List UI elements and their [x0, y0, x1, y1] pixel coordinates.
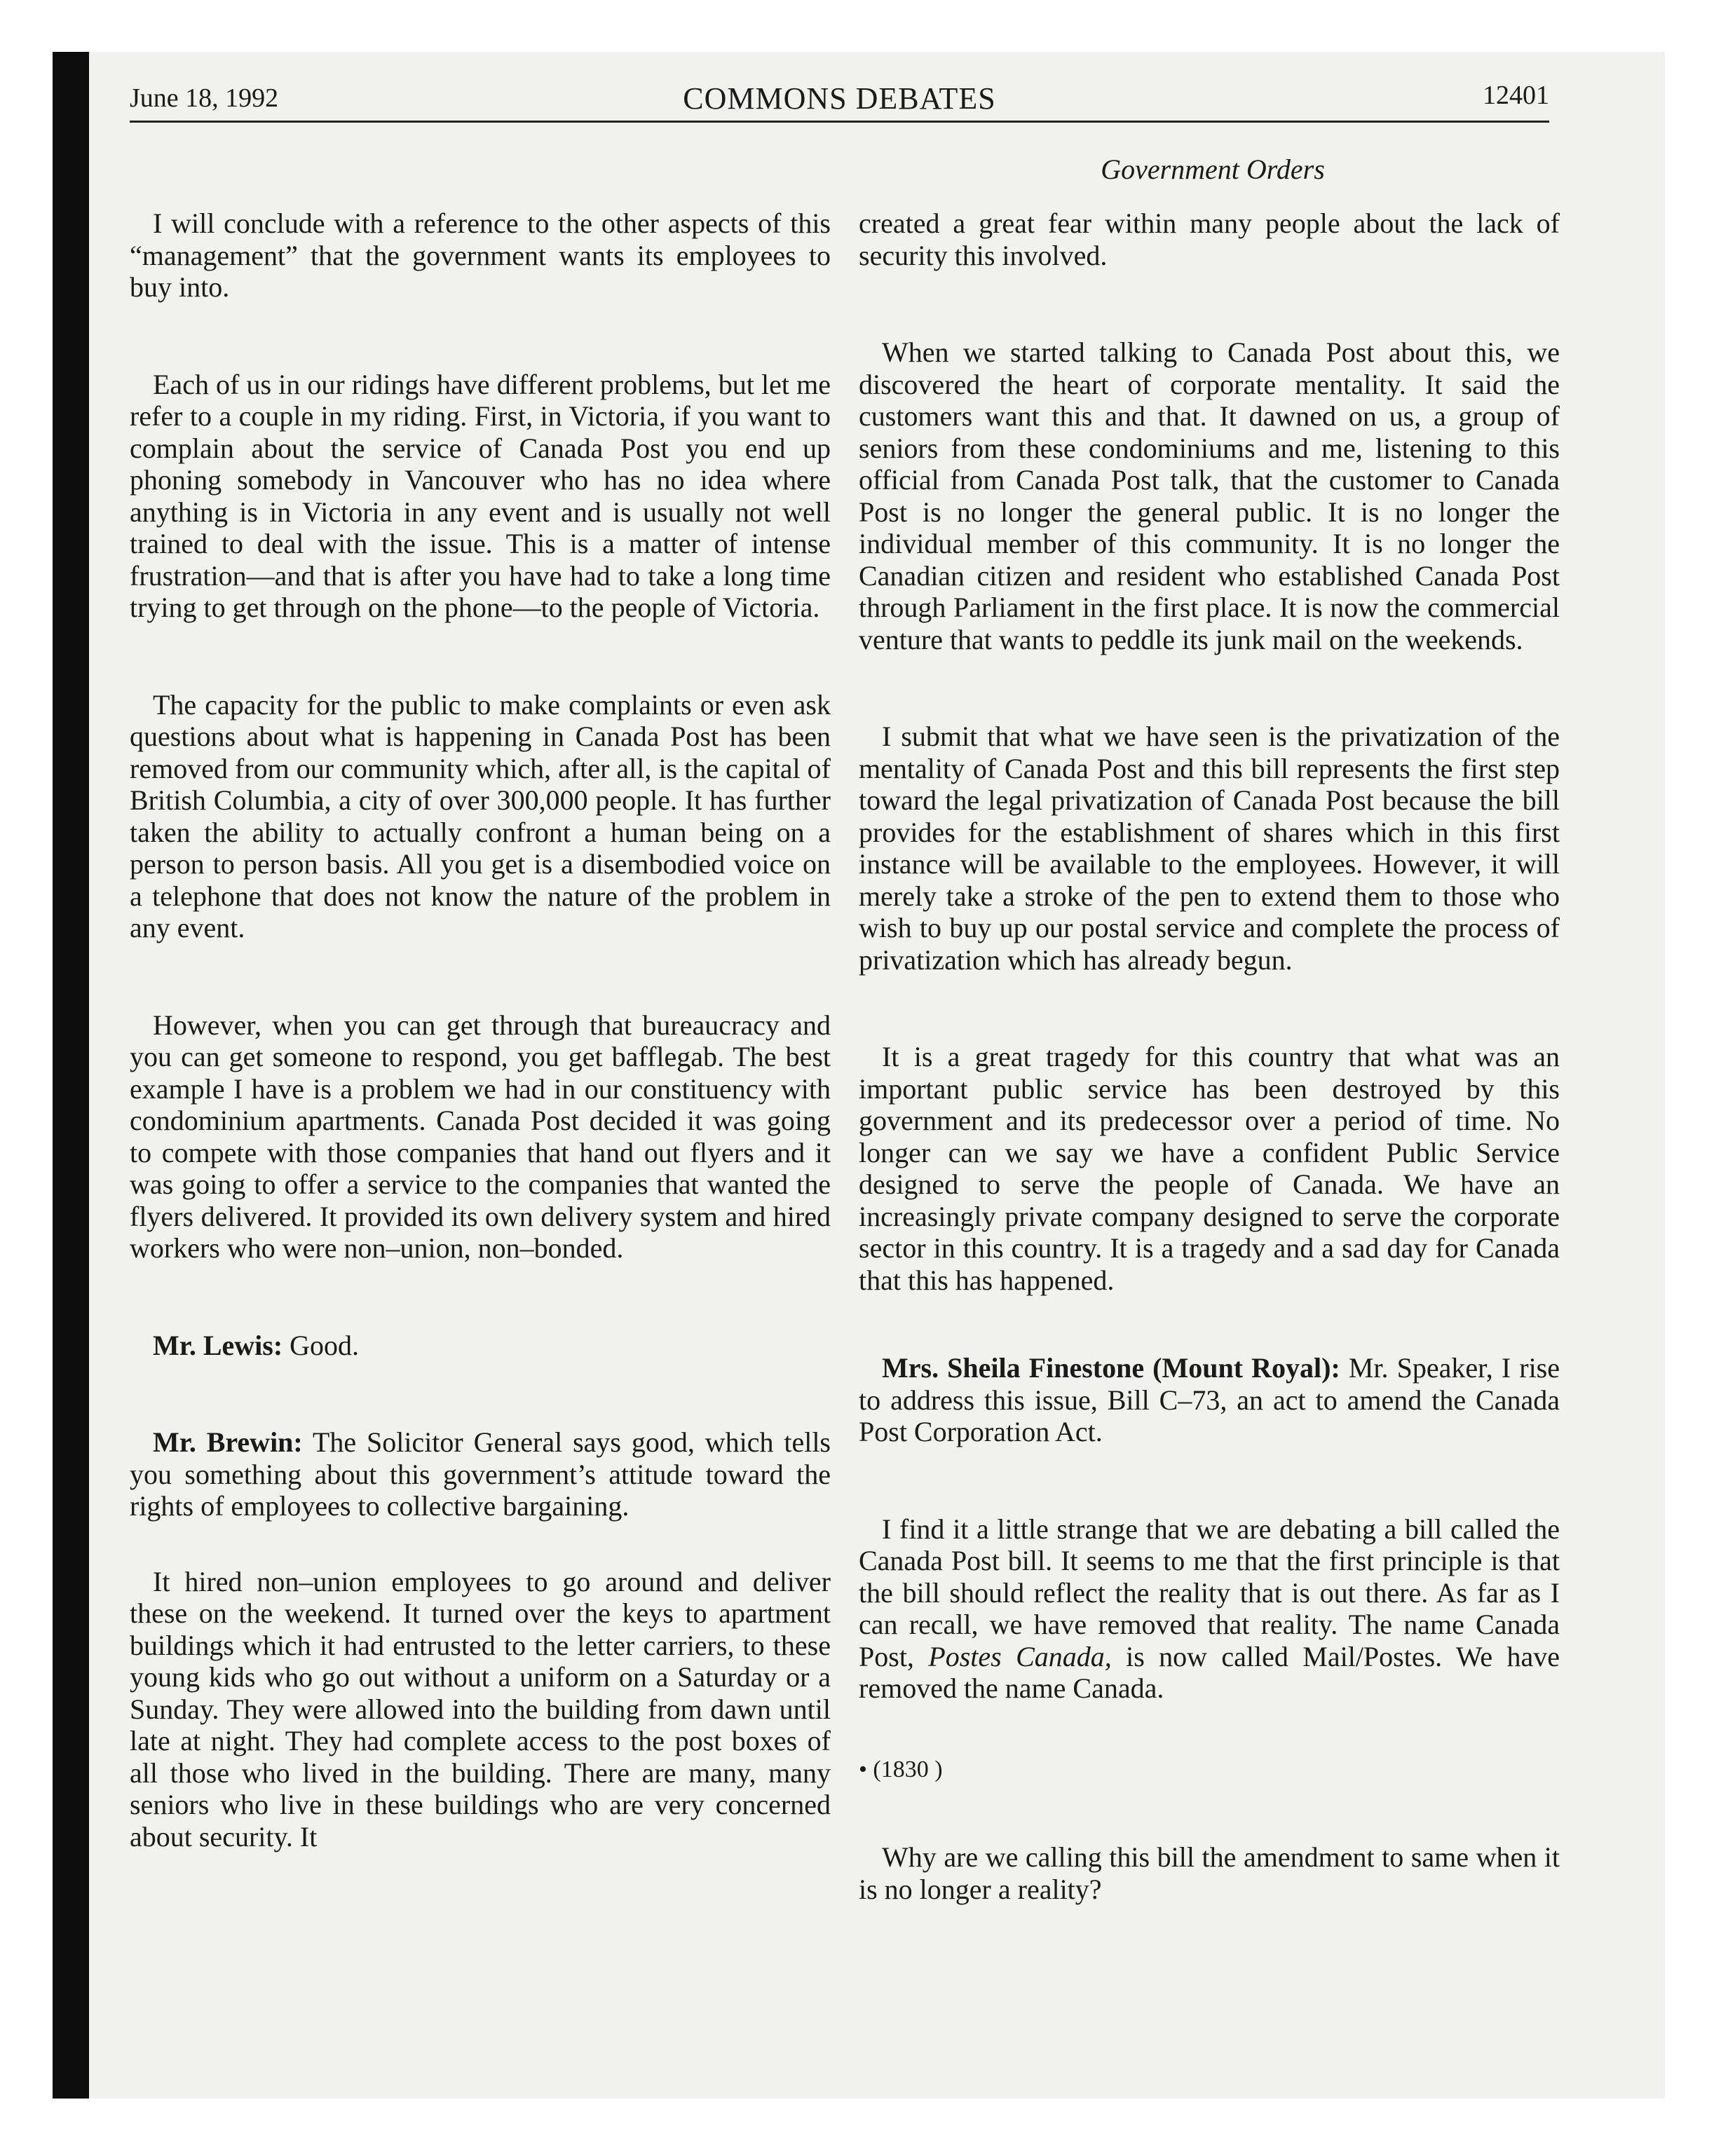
speech: [859, 1352, 1560, 1448]
italic-text: Postes Canada,: [928, 1640, 1112, 1672]
speaker-name: Mr. Brewin:: [153, 1426, 303, 1458]
paragraph: The capacity for the public to make complaints or even ask questions about what is happening in Canada Post has been removed from our community which, after all, is the capital of British Columbia, a city of over 300,000 people. It has further taken the ability to actually confront a human being on a person to person basis. All you get is a disembodied voice on a telephone that does not know the nature of the problem in any event.: [130, 688, 831, 943]
paragraph: created a great fear within many people about the lack of security this involved.: [859, 207, 1560, 271]
paragraph: It hired non–union employees to go around and deliver these on the weekend. It turned over the keys to apartment buildings which it had entrusted to the letter carriers, to these young kids who go out without a uniform on a Saturday or a Sunday. They were allowed into the building from dawn until late at night. They had complete access to the post boxes of all those who lived in the building. There are many, many seniors who live in these buildings who are very concerned about security. It: [130, 1565, 831, 1853]
paragraph: Why are we calling this bill the amendment to same when it is no longer a reality?: [859, 1841, 1560, 1905]
speech: [130, 1426, 831, 1522]
speech-text: Good.: [283, 1329, 360, 1361]
header-title: COMMONS DEBATES: [683, 81, 996, 116]
paragraph: However, when you can get through that bureaucracy and you can get someone to respond, you get bafflegab. The best example I have is a problem we had in our constituency with condominium apartments. Canada Post decided it was going to compete with those companies that hand out flyers and it was going to offer a service to the companies that wanted the flyers delivered. It provided its own delivery system and hired workers who were non–union, non–bonded.: [130, 1009, 831, 1264]
left-column: [130, 207, 831, 1918]
right-column: [859, 207, 1560, 1970]
paragraph: It is a great tragedy for this country that what was an important public service has been destroyed by this government and its predecessor over a period of time. No longer can we say we have a confident Public Service designed to serve the people of Canada. We have an increasingly private company designed to serve the corporate sector in this country. It is a tragedy and a sad day for Canada that this has happened.: [859, 1041, 1560, 1296]
paragraph: [859, 1513, 1560, 1705]
paragraph: Each of us in our ridings have different problems, but let me refer to a couple in my riding. First, in Victoria, if you want to complain about the service of Canada Post you end up phoning somebody in Vancouver who has no idea where anything is in Victoria in any event and is usually not well trained to deal with the issue. This is a matter of intense frustration—and that is after you have had to take a long time trying to get through on the phone—to the people of Victoria.: [130, 368, 831, 623]
timestamp: • (1830 ): [859, 1756, 943, 1782]
paragraph-text: is now called Mail/Postes. We have removed the name Canada.: [859, 1640, 1560, 1704]
page-number: 12401: [1483, 81, 1549, 110]
header-rule: [130, 121, 1549, 123]
paragraph-text: I find it a little strange that we are debating a bill called the Canada Post bill. It seems to me that the first principle is that the bill should reflect the reality that is out there. As far as I can recall, we have removed that reality. The name Canada Post,: [859, 1513, 1560, 1672]
header-date: June 18, 1992: [130, 83, 279, 113]
paragraph: I submit that what we have seen is the privatization of the mentality of Canada Post and this bill represents the first step toward the legal privatization of Canada Post because the bill provides for the establishment of shares which in this first instance will be available to the employees. However, it will merely take a stroke of the pen to extend them to those who wish to buy up our postal service and complete the process of privatization which has already begun.: [859, 721, 1560, 976]
speech: [130, 1330, 831, 1362]
section-title: Government Orders: [1101, 153, 1325, 185]
scan-edge: [53, 52, 89, 2099]
speaker-name: Mrs. Sheila Finestone (Mount Royal):: [882, 1352, 1340, 1384]
page-header: [130, 77, 1549, 119]
speech-text: The Solicitor General says good, which tells you something about this government’s attitude toward the rights of employees to collective bargaining.: [130, 1426, 831, 1522]
paragraph: When we started talking to Canada Post about this, we discovered the heart of corporate mentality. It said the customers want this and that. It dawned on us, a group of seniors from these condominiums and me, listening to this official from Canada Post talk, that the customer to Canada Post is no longer the general public. It is no longer the individual member of this community. It is no longer the Canadian citizen and resident who established Canada Post through Parliament in the first place. It is now the commercial venture that wants to peddle its junk mail on the weekends.: [859, 336, 1560, 655]
paragraph: I will conclude with a reference to the other aspects of this “management” that the government wants its employees to buy into.: [130, 207, 831, 303]
speaker-name: Mr. Lewis:: [153, 1329, 283, 1361]
speech-text: Mr. Speaker, I rise to address this issue, Bill C–73, an act to amend the Canada Post Corporation Act.: [859, 1352, 1560, 1447]
